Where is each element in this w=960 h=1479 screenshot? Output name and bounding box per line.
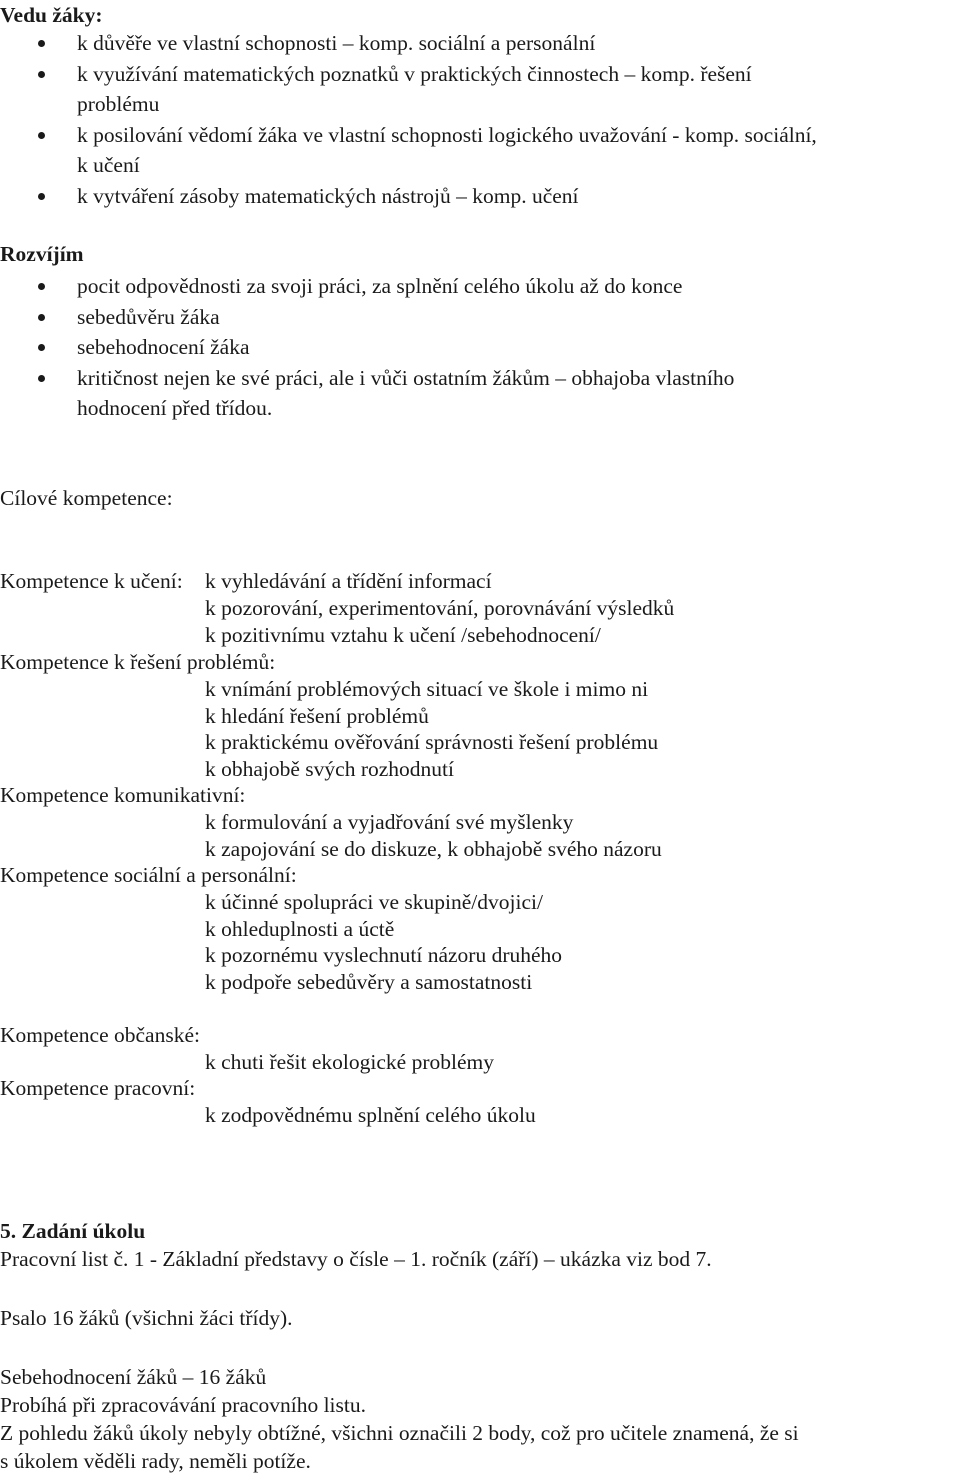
list-item-vedu: k učení bbox=[77, 153, 140, 177]
competence-item: k podpoře sebedůvěry a samostatnosti bbox=[205, 970, 533, 995]
competence-label: Kompetence komunikativní: bbox=[0, 783, 246, 807]
list-item-rozvijim: sebedůvěru žáka bbox=[77, 304, 220, 329]
task-line: Probíhá při zpracovávání pracovního listu. bbox=[0, 1393, 366, 1417]
list-item-vedu: k vytváření zásoby matematických nástrojů – komp. učení bbox=[77, 183, 579, 208]
competence-item: k hledání řešení problémů bbox=[205, 703, 429, 728]
bullet-icon bbox=[38, 132, 45, 139]
competence-item: k praktickému ověřování správnosti řešení problému bbox=[205, 730, 659, 755]
bullet-icon bbox=[38, 193, 45, 200]
bullet-icon bbox=[38, 40, 45, 47]
bullet-icon bbox=[38, 375, 45, 382]
section-heading-zadani: 5. Zadání úkolu bbox=[0, 1219, 146, 1243]
task-line: Sebehodnocení žáků – 16 žáků bbox=[0, 1365, 267, 1389]
section-heading-cilove: Cílové kompetence: bbox=[0, 486, 173, 510]
list-item-rozvijim: hodnocení před třídou. bbox=[77, 396, 273, 420]
task-line: Pracovní list č. 1 - Základní představy o čísle – 1. ročník (září) – ukázka viz bod 7. bbox=[0, 1247, 712, 1271]
competence-item: k účinné spolupráci ve skupině/dvojici/ bbox=[205, 889, 543, 914]
list-item-vedu: problému bbox=[77, 92, 160, 116]
bullet-icon bbox=[38, 71, 45, 78]
list-item-vedu: k posilování vědomí žáka ve vlastní schopnosti logického uvažování - komp. sociální, bbox=[77, 122, 817, 147]
task-line: Z pohledu žáků úkoly nebyly obtížné, všichni označili 2 body, což pro učitele znamená, že si bbox=[0, 1421, 799, 1445]
bullet-icon bbox=[38, 283, 45, 290]
list-item-rozvijim: pocit odpovědnosti za svoji práci, za splnění celého úkolu až do konce bbox=[77, 274, 683, 298]
competence-item: k ohleduplnosti a úctě bbox=[205, 916, 395, 941]
section-heading-vedu: Vedu žáky: bbox=[0, 3, 103, 27]
competence-label: Kompetence sociální a personální: bbox=[0, 863, 297, 887]
competence-label: Kompetence k řešení problémů: bbox=[0, 650, 276, 674]
competence-label: Kompetence pracovní: bbox=[0, 1076, 196, 1100]
bullet-icon bbox=[38, 314, 45, 321]
competence-item: k vnímání problémových situací ve škole i mimo ni bbox=[205, 676, 649, 701]
competence-item: k pozitivnímu vztahu k učení /sebehodnocení/ bbox=[205, 622, 601, 647]
competence-item: k chuti řešit ekologické problémy bbox=[205, 1049, 494, 1074]
bullet-icon bbox=[38, 344, 45, 351]
competence-label: Kompetence k učení: bbox=[0, 569, 183, 593]
task-line: Psalo 16 žáků (všichni žáci třídy). bbox=[0, 1306, 293, 1330]
list-item-rozvijim: kritičnost nejen ke své práci, ale i vůči ostatním žákům – obhajoba vlastního bbox=[77, 365, 735, 390]
list-item-vedu: k důvěře ve vlastní schopnosti – komp. sociální a personální bbox=[77, 31, 596, 55]
competence-item: k pozorování, experimentování, porovnávání výsledků bbox=[205, 595, 675, 620]
list-item-rozvijim: sebehodnocení žáka bbox=[77, 335, 250, 359]
list-item-vedu: k využívání matematických poznatků v praktických činnostech – komp. řešení bbox=[77, 61, 752, 86]
task-line: s úkolem věděli rady, neměli potíže. bbox=[0, 1449, 311, 1473]
competence-item: k formulování a vyjadřování své myšlenky bbox=[205, 809, 574, 834]
competence-item: k zapojování se do diskuze, k obhajobě svého názoru bbox=[205, 836, 662, 861]
competence-label: Kompetence občanské: bbox=[0, 1023, 200, 1047]
competence-item: k vyhledávání a třídění informací bbox=[205, 569, 492, 593]
section-heading-rozvijim: Rozvíjím bbox=[0, 242, 84, 266]
competence-item: k obhajobě svých rozhodnutí bbox=[205, 757, 454, 782]
competence-item: k zodpovědnému splnění celého úkolu bbox=[205, 1102, 536, 1127]
competence-item: k pozornému vyslechnutí názoru druhého bbox=[205, 943, 563, 968]
